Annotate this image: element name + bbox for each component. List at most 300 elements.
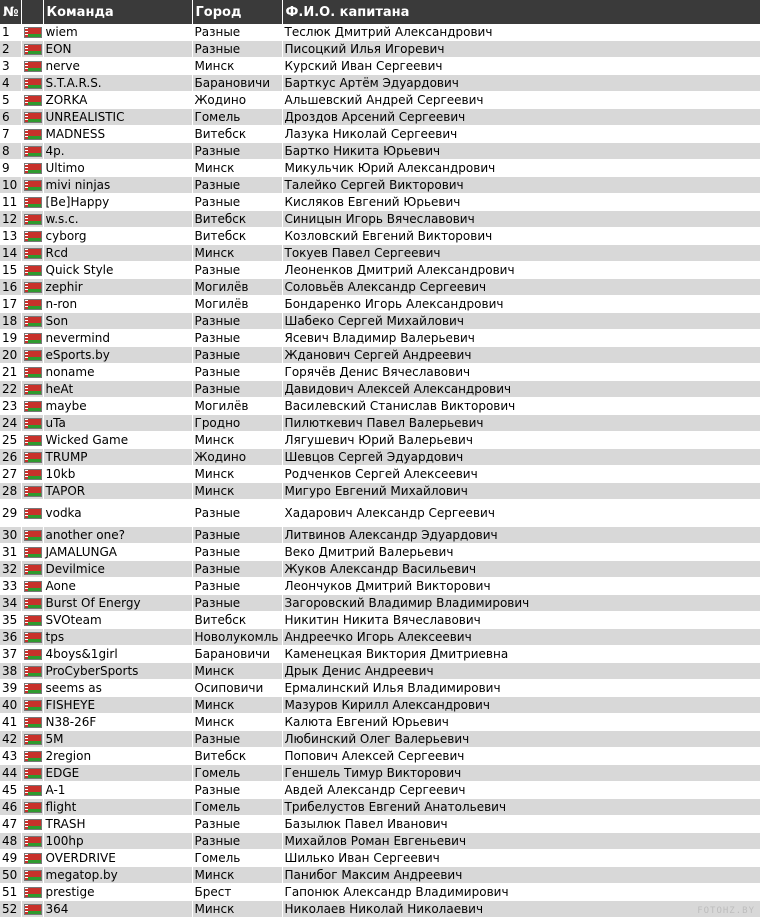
captain-name: Каменецкая Виктория Дмитриевна [282, 646, 761, 663]
captain-name: Хадарович Александр Сергеевич [282, 500, 761, 527]
row-number: 19 [0, 330, 21, 347]
team-city: Минск [192, 432, 282, 449]
flag-cell [21, 680, 43, 697]
team-name: mivi ninjas [43, 177, 192, 194]
team-name: 364 [43, 901, 192, 918]
team-name: tps [43, 629, 192, 646]
team-city: Могилёв [192, 296, 282, 313]
table-row [0, 850, 761, 867]
team-city: Разные [192, 527, 282, 544]
team-city: Разные [192, 364, 282, 381]
belarus-flag-icon [24, 231, 42, 242]
table-row [0, 211, 761, 228]
team-city: Гомель [192, 850, 282, 867]
team-city: Минск [192, 714, 282, 731]
flag-cell [21, 415, 43, 432]
belarus-flag-icon [24, 853, 42, 864]
team-city: Разные [192, 816, 282, 833]
captain-name: Писоцкий Илья Игоревич [282, 41, 761, 58]
flag-cell [21, 347, 43, 364]
team-city: Минск [192, 58, 282, 75]
captain-name: Авдей Александр Сергеевич [282, 782, 761, 799]
table-row [0, 782, 761, 799]
row-number: 12 [0, 211, 21, 228]
table-row [0, 143, 761, 160]
flag-cell [21, 41, 43, 58]
table-row [0, 41, 761, 58]
row-number: 34 [0, 595, 21, 612]
team-city: Разные [192, 561, 282, 578]
header-team: Команда [43, 0, 192, 24]
belarus-flag-icon [24, 61, 42, 72]
team-city: Разные [192, 143, 282, 160]
flag-cell [21, 75, 43, 92]
team-name: seems as [43, 680, 192, 697]
row-number: 3 [0, 58, 21, 75]
team-city: Минск [192, 867, 282, 884]
belarus-flag-icon [24, 299, 42, 310]
row-number: 11 [0, 194, 21, 211]
row-number: 45 [0, 782, 21, 799]
row-number: 42 [0, 731, 21, 748]
row-number: 21 [0, 364, 21, 381]
row-number: 16 [0, 279, 21, 296]
team-name: noname [43, 364, 192, 381]
row-number: 15 [0, 262, 21, 279]
flag-cell [21, 850, 43, 867]
flag-cell [21, 833, 43, 850]
flag-cell [21, 279, 43, 296]
team-name: [Be]Happy [43, 194, 192, 211]
team-city: Разные [192, 578, 282, 595]
team-name: N38-26F [43, 714, 192, 731]
row-number: 35 [0, 612, 21, 629]
table-row [0, 833, 761, 850]
belarus-flag-icon [24, 666, 42, 677]
flag-cell [21, 24, 43, 41]
captain-name: Токуев Павел Сергеевич [282, 245, 761, 262]
flag-cell [21, 901, 43, 918]
team-city: Разные [192, 731, 282, 748]
team-name: TRASH [43, 816, 192, 833]
team-name: MADNESS [43, 126, 192, 143]
belarus-flag-icon [24, 265, 42, 276]
row-number: 41 [0, 714, 21, 731]
captain-name: Талейко Сергей Викторович [282, 177, 761, 194]
table-row [0, 330, 761, 347]
team-city: Разные [192, 782, 282, 799]
belarus-flag-icon [24, 836, 42, 847]
table-row [0, 714, 761, 731]
team-city: Минск [192, 663, 282, 680]
flag-cell [21, 629, 43, 646]
captain-name: Никитин Никита Вячеславович [282, 612, 761, 629]
team-city: Разные [192, 500, 282, 527]
team-name: Ultimo [43, 160, 192, 177]
team-name: nevermind [43, 330, 192, 347]
team-name: 5M [43, 731, 192, 748]
team-city: Минск [192, 483, 282, 500]
captain-name: Лазука Николай Сергеевич [282, 126, 761, 143]
team-name: 10kb [43, 466, 192, 483]
belarus-flag-icon [24, 700, 42, 711]
table-row [0, 228, 761, 245]
team-name: w.s.c. [43, 211, 192, 228]
captain-name: Жуков Александр Васильевич [282, 561, 761, 578]
row-number: 50 [0, 867, 21, 884]
team-name: EON [43, 41, 192, 58]
row-number: 43 [0, 748, 21, 765]
belarus-flag-icon [24, 95, 42, 106]
captain-name: Жданович Сергей Андреевич [282, 347, 761, 364]
captain-name: Калюта Евгений Юрьевич [282, 714, 761, 731]
table-row [0, 561, 761, 578]
row-number: 17 [0, 296, 21, 313]
flag-cell [21, 884, 43, 901]
flag-cell [21, 765, 43, 782]
row-number: 25 [0, 432, 21, 449]
belarus-flag-icon [24, 547, 42, 558]
header-number: № [0, 0, 21, 24]
table-row [0, 680, 761, 697]
team-city: Брест [192, 884, 282, 901]
flag-cell [21, 714, 43, 731]
table-row [0, 697, 761, 714]
belarus-flag-icon [24, 904, 42, 915]
flag-cell [21, 109, 43, 126]
captain-name: Любинский Олег Валерьевич [282, 731, 761, 748]
team-city: Разные [192, 330, 282, 347]
captain-name: Геншель Тимур Викторович [282, 765, 761, 782]
flag-cell [21, 697, 43, 714]
table-row [0, 748, 761, 765]
row-number: 5 [0, 92, 21, 109]
captain-name: Бондаренко Игорь Александрович [282, 296, 761, 313]
row-number: 51 [0, 884, 21, 901]
team-name: 100hp [43, 833, 192, 850]
row-number: 27 [0, 466, 21, 483]
belarus-flag-icon [24, 486, 42, 497]
team-city: Витебск [192, 211, 282, 228]
table-row [0, 432, 761, 449]
captain-name: Василевский Станислав Викторович [282, 398, 761, 415]
table-row [0, 177, 761, 194]
team-city: Минск [192, 697, 282, 714]
belarus-flag-icon [24, 785, 42, 796]
team-name: n-ron [43, 296, 192, 313]
table-row [0, 313, 761, 330]
team-name: 4p. [43, 143, 192, 160]
belarus-flag-icon [24, 802, 42, 813]
team-city: Гомель [192, 799, 282, 816]
belarus-flag-icon [24, 870, 42, 881]
team-name: TAPOR [43, 483, 192, 500]
team-city: Гродно [192, 415, 282, 432]
team-name: flight [43, 799, 192, 816]
table-row [0, 663, 761, 680]
flag-cell [21, 296, 43, 313]
belarus-flag-icon [24, 316, 42, 327]
team-name: 4boys&1girl [43, 646, 192, 663]
team-city: Жодино [192, 92, 282, 109]
table-row [0, 731, 761, 748]
team-name: maybe [43, 398, 192, 415]
team-name: eSports.by [43, 347, 192, 364]
table-row [0, 544, 761, 561]
team-city: Разные [192, 313, 282, 330]
belarus-flag-icon [24, 615, 42, 626]
table-row [0, 449, 761, 466]
captain-name: Шевцов Сергей Эдуардович [282, 449, 761, 466]
team-city: Барановичи [192, 646, 282, 663]
table-row [0, 483, 761, 500]
belarus-flag-icon [24, 112, 42, 123]
table-row [0, 58, 761, 75]
table-row [0, 901, 761, 918]
team-city: Витебск [192, 748, 282, 765]
flag-cell [21, 748, 43, 765]
table-row [0, 765, 761, 782]
team-city: Минск [192, 245, 282, 262]
captain-name: Леоненков Дмитрий Александрович [282, 262, 761, 279]
team-name: EDGE [43, 765, 192, 782]
table-row [0, 160, 761, 177]
captain-name: Соловьёв Александр Сергеевич [282, 279, 761, 296]
team-name: TRUMP [43, 449, 192, 466]
captain-name: Загоровский Владимир Владимирович [282, 595, 761, 612]
team-name: JAMALUNGA [43, 544, 192, 561]
flag-cell [21, 194, 43, 211]
captain-name: Дрык Денис Андреевич [282, 663, 761, 680]
flag-cell [21, 330, 43, 347]
row-number: 48 [0, 833, 21, 850]
flag-cell [21, 782, 43, 799]
belarus-flag-icon [24, 435, 42, 446]
captain-name: Родченков Сергей Алексеевич [282, 466, 761, 483]
flag-cell [21, 432, 43, 449]
header-captain: Ф.И.О. капитана [282, 0, 761, 24]
row-number: 6 [0, 109, 21, 126]
captain-name: Бартко Никита Юрьевич [282, 143, 761, 160]
table-row [0, 415, 761, 432]
team-name: uTa [43, 415, 192, 432]
belarus-flag-icon [24, 887, 42, 898]
belarus-flag-icon [24, 401, 42, 412]
row-number: 9 [0, 160, 21, 177]
captain-name: Горячёв Денис Вячеславович [282, 364, 761, 381]
captain-name: Гапонюк Александр Владимирович [282, 884, 761, 901]
team-city: Минск [192, 901, 282, 918]
flag-cell [21, 646, 43, 663]
team-name: prestige [43, 884, 192, 901]
captain-name: Базылюк Павел Иванович [282, 816, 761, 833]
belarus-flag-icon [24, 282, 42, 293]
team-name: nerve [43, 58, 192, 75]
flag-cell [21, 466, 43, 483]
table-row [0, 578, 761, 595]
flag-cell [21, 262, 43, 279]
table-row [0, 262, 761, 279]
team-city: Барановичи [192, 75, 282, 92]
table-row [0, 245, 761, 262]
team-name: S.T.A.R.S. [43, 75, 192, 92]
flag-cell [21, 578, 43, 595]
captain-name: Кисляков Евгений Юрьевич [282, 194, 761, 211]
table-row [0, 347, 761, 364]
row-number: 32 [0, 561, 21, 578]
flag-cell [21, 527, 43, 544]
table-row [0, 109, 761, 126]
flag-cell [21, 612, 43, 629]
belarus-flag-icon [24, 598, 42, 609]
team-city: Осиповичи [192, 680, 282, 697]
row-number: 13 [0, 228, 21, 245]
belarus-flag-icon [24, 581, 42, 592]
team-city: Разные [192, 381, 282, 398]
team-city: Разные [192, 833, 282, 850]
team-name: Rcd [43, 245, 192, 262]
captain-name: Дроздов Арсений Сергеевич [282, 109, 761, 126]
table-row [0, 612, 761, 629]
flag-cell [21, 595, 43, 612]
row-number: 14 [0, 245, 21, 262]
team-city: Разные [192, 347, 282, 364]
row-number: 2 [0, 41, 21, 58]
flag-cell [21, 449, 43, 466]
team-name: another one? [43, 527, 192, 544]
team-city: Разные [192, 194, 282, 211]
table-header-row [0, 0, 761, 24]
row-number: 33 [0, 578, 21, 595]
flag-cell [21, 92, 43, 109]
row-number: 10 [0, 177, 21, 194]
team-name: Devilmice [43, 561, 192, 578]
flag-cell [21, 663, 43, 680]
team-name: zephir [43, 279, 192, 296]
belarus-flag-icon [24, 146, 42, 157]
row-number: 24 [0, 415, 21, 432]
captain-name: Давидович Алексей Александрович [282, 381, 761, 398]
row-number: 46 [0, 799, 21, 816]
flag-cell [21, 177, 43, 194]
row-number: 52 [0, 901, 21, 918]
captain-name: Лягушевич Юрий Валерьевич [282, 432, 761, 449]
row-number: 8 [0, 143, 21, 160]
team-city: Могилёв [192, 398, 282, 415]
row-number: 4 [0, 75, 21, 92]
belarus-flag-icon [24, 508, 42, 519]
table-row [0, 466, 761, 483]
belarus-flag-icon [24, 163, 42, 174]
table-row [0, 867, 761, 884]
captain-name: Ясевич Владимир Валерьевич [282, 330, 761, 347]
captain-name: Николаев Николай Николаевич [282, 901, 761, 918]
team-name: ZORKA [43, 92, 192, 109]
belarus-flag-icon [24, 751, 42, 762]
team-city: Новолукомль [192, 629, 282, 646]
flag-cell [21, 398, 43, 415]
team-city: Разные [192, 544, 282, 561]
belarus-flag-icon [24, 717, 42, 728]
belarus-flag-icon [24, 649, 42, 660]
captain-name: Теслюк Дмитрий Александрович [282, 24, 761, 41]
belarus-flag-icon [24, 734, 42, 745]
row-number: 18 [0, 313, 21, 330]
row-number: 1 [0, 24, 21, 41]
belarus-flag-icon [24, 418, 42, 429]
team-city: Разные [192, 177, 282, 194]
belarus-flag-icon [24, 333, 42, 344]
row-number: 22 [0, 381, 21, 398]
captain-name: Веко Дмитрий Валерьевич [282, 544, 761, 561]
table-row [0, 92, 761, 109]
team-city: Витебск [192, 612, 282, 629]
flag-cell [21, 228, 43, 245]
team-city: Гомель [192, 109, 282, 126]
captain-name: Козловский Евгений Викторович [282, 228, 761, 245]
captain-name: Трибелустов Евгений Анатольевич [282, 799, 761, 816]
flag-cell [21, 561, 43, 578]
team-name: 2region [43, 748, 192, 765]
team-name: FISHEYE [43, 697, 192, 714]
belarus-flag-icon [24, 469, 42, 480]
belarus-flag-icon [24, 248, 42, 259]
row-number: 23 [0, 398, 21, 415]
captain-name: Мигуро Евгений Михайлович [282, 483, 761, 500]
team-name: Burst Of Energy [43, 595, 192, 612]
belarus-flag-icon [24, 214, 42, 225]
team-city: Разные [192, 41, 282, 58]
team-city: Минск [192, 160, 282, 177]
row-number: 20 [0, 347, 21, 364]
flag-cell [21, 313, 43, 330]
table-row [0, 279, 761, 296]
captain-name: Шилько Иван Сергеевич [282, 850, 761, 867]
captain-name: Панибог Максим Андреевич [282, 867, 761, 884]
table-row [0, 194, 761, 211]
table-row [0, 527, 761, 544]
belarus-flag-icon [24, 180, 42, 191]
row-number: 37 [0, 646, 21, 663]
table-row [0, 126, 761, 143]
belarus-flag-icon [24, 683, 42, 694]
row-number: 47 [0, 816, 21, 833]
flag-cell [21, 381, 43, 398]
team-city: Разные [192, 262, 282, 279]
belarus-flag-icon [24, 350, 42, 361]
flag-cell [21, 867, 43, 884]
table-row [0, 799, 761, 816]
table-row [0, 381, 761, 398]
table-row [0, 816, 761, 833]
flag-cell [21, 483, 43, 500]
team-name: wiem [43, 24, 192, 41]
flag-cell [21, 500, 43, 527]
flag-cell [21, 143, 43, 160]
team-city: Разные [192, 595, 282, 612]
flag-cell [21, 126, 43, 143]
flag-cell [21, 731, 43, 748]
row-number: 28 [0, 483, 21, 500]
table-row [0, 364, 761, 381]
belarus-flag-icon [24, 632, 42, 643]
table-row [0, 884, 761, 901]
team-city: Могилёв [192, 279, 282, 296]
row-number: 7 [0, 126, 21, 143]
team-name: vodka [43, 500, 192, 527]
team-name: UNREALISTIC [43, 109, 192, 126]
captain-name: Барткус Артём Эдуардович [282, 75, 761, 92]
